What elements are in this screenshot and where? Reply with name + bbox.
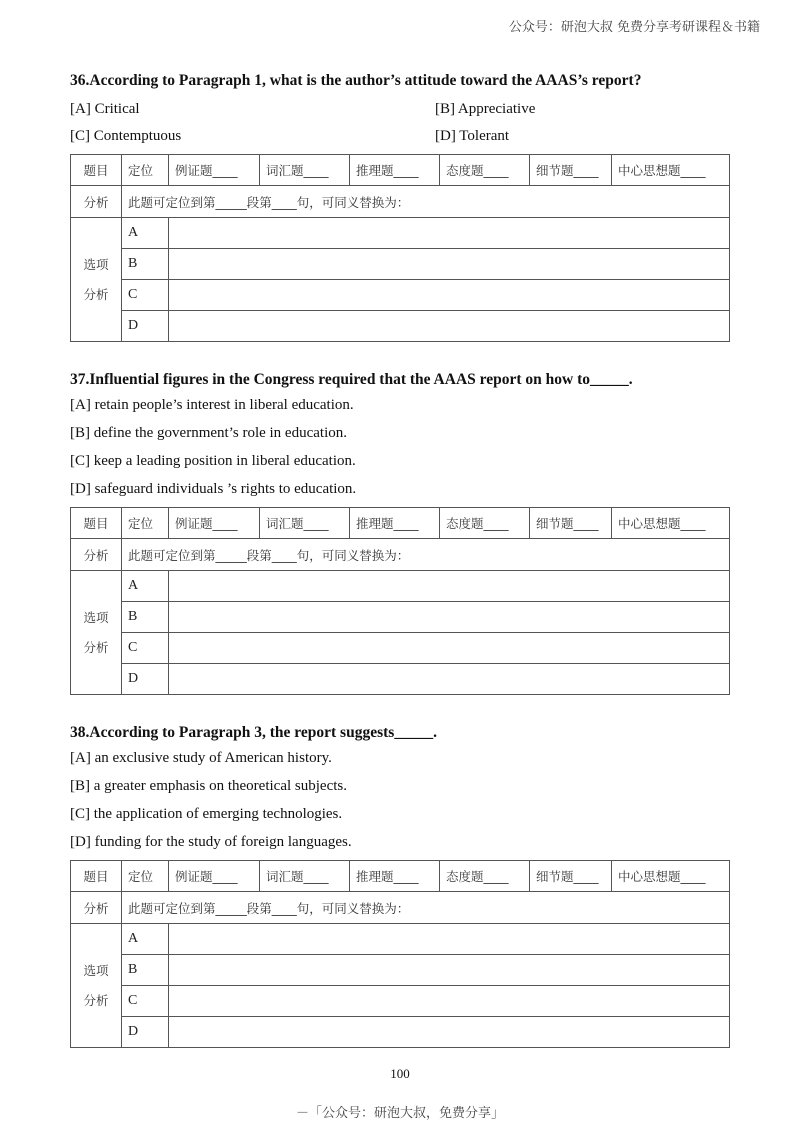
option-letter: B: [122, 602, 169, 633]
option-letter: C: [122, 633, 169, 664]
option-letter: C: [122, 986, 169, 1017]
option-analysis-blank: [169, 311, 730, 342]
option-letter: D: [122, 1017, 169, 1048]
option-a: [A] Critical: [70, 101, 140, 117]
option-analysis-blank: [169, 986, 730, 1017]
option-analysis-blank: [169, 602, 730, 633]
option-letter: C: [122, 280, 169, 311]
type-detail: 细节题____: [530, 508, 612, 539]
type-attitude: 态度题____: [440, 155, 530, 186]
label-timu: 题目: [71, 155, 122, 186]
option-analysis-blank: [169, 924, 730, 955]
question-36: [70, 70, 730, 342]
question-37: [70, 369, 730, 695]
page-header: 公众号：研泡大叔 免费分享考研课程＆书籍: [508, 20, 760, 35]
type-vocab: 词汇题____: [260, 508, 350, 539]
locate-line: 此题可定位到第_____段第____句，可同义替换为：: [122, 892, 730, 924]
option-letter: D: [122, 311, 169, 342]
type-inference: 推理题____: [350, 155, 440, 186]
options-analysis-label: 选项 分析: [71, 571, 122, 695]
type-locate: 定位: [122, 155, 169, 186]
question-38: [70, 722, 730, 1048]
option-analysis-blank: [169, 1017, 730, 1048]
type-inference: 推理题____: [350, 861, 440, 892]
question-stem: 38.According to Paragraph 3, the report suggests_____.: [70, 724, 437, 741]
question-stem: 36.According to Paragraph 1, what is the author’s attitude toward the AAAS’s report?: [70, 72, 642, 89]
options-analysis-label: 选项 分析: [71, 924, 122, 1048]
option-analysis-blank: [169, 218, 730, 249]
type-detail: 细节题____: [530, 861, 612, 892]
type-main-idea: 中心思想题____: [612, 155, 730, 186]
option-analysis-blank: [169, 955, 730, 986]
locate-line: 此题可定位到第_____段第____句，可同义替换为：: [122, 539, 730, 571]
option-c: [C] the application of emerging technologies.: [70, 806, 343, 822]
analysis-table: [70, 507, 730, 695]
analysis-table: [70, 860, 730, 1048]
page-footer: －「公众号：研泡大叔，免费分享」: [295, 1106, 504, 1121]
label-fenxi: 分析: [71, 539, 122, 571]
option-letter: B: [122, 955, 169, 986]
option-d: [D] Tolerant: [435, 128, 510, 144]
option-analysis-blank: [169, 571, 730, 602]
label-timu: 题目: [71, 508, 122, 539]
type-attitude: 态度题____: [440, 861, 530, 892]
label-fenxi: 分析: [71, 892, 122, 924]
option-letter: B: [122, 249, 169, 280]
options-list: [70, 744, 730, 856]
type-detail: 细节题____: [530, 155, 612, 186]
type-example: 例证题____: [169, 861, 260, 892]
type-vocab: 词汇题____: [260, 155, 350, 186]
analysis-table: [70, 154, 730, 342]
type-example: 例证题____: [169, 155, 260, 186]
option-b: [B] a greater emphasis on theoretical subjects.: [70, 778, 347, 794]
type-inference: 推理题____: [350, 508, 440, 539]
option-c: [C] Contemptuous: [70, 128, 182, 144]
type-attitude: 态度题____: [440, 508, 530, 539]
option-c: [C] keep a leading position in liberal education.: [70, 453, 356, 469]
option-analysis-blank: [169, 664, 730, 695]
option-b: [B] define the government’s role in education.: [70, 425, 347, 441]
option-analysis-blank: [169, 249, 730, 280]
label-timu: 题目: [71, 861, 122, 892]
question-stem: 37.Influential figures in the Congress required that the AAAS report on how to_____.: [70, 371, 633, 388]
option-analysis-blank: [169, 633, 730, 664]
label-fenxi: 分析: [71, 186, 122, 218]
option-a: [A] retain people’s interest in liberal education.: [70, 397, 354, 413]
option-b: [B] Appreciative: [435, 101, 536, 117]
option-analysis-blank: [169, 280, 730, 311]
option-a: [A] an exclusive study of American history.: [70, 750, 332, 766]
type-vocab: 词汇题____: [260, 861, 350, 892]
page-number: 100: [390, 1066, 410, 1081]
type-main-idea: 中心思想题____: [612, 508, 730, 539]
type-locate: 定位: [122, 861, 169, 892]
locate-line: 此题可定位到第_____段第____句，可同义替换为：: [122, 186, 730, 218]
option-letter: A: [122, 218, 169, 249]
type-example: 例证题____: [169, 508, 260, 539]
options-list: [70, 391, 730, 503]
option-d: [D] safeguard individuals ’s rights to education.: [70, 481, 357, 497]
option-letter: A: [122, 924, 169, 955]
options-analysis-label: 选项 分析: [71, 218, 122, 342]
option-d: [D] funding for the study of foreign languages.: [70, 834, 352, 850]
type-main-idea: 中心思想题____: [612, 861, 730, 892]
options-grid: [70, 96, 730, 150]
option-letter: A: [122, 571, 169, 602]
type-locate: 定位: [122, 508, 169, 539]
option-letter: D: [122, 664, 169, 695]
